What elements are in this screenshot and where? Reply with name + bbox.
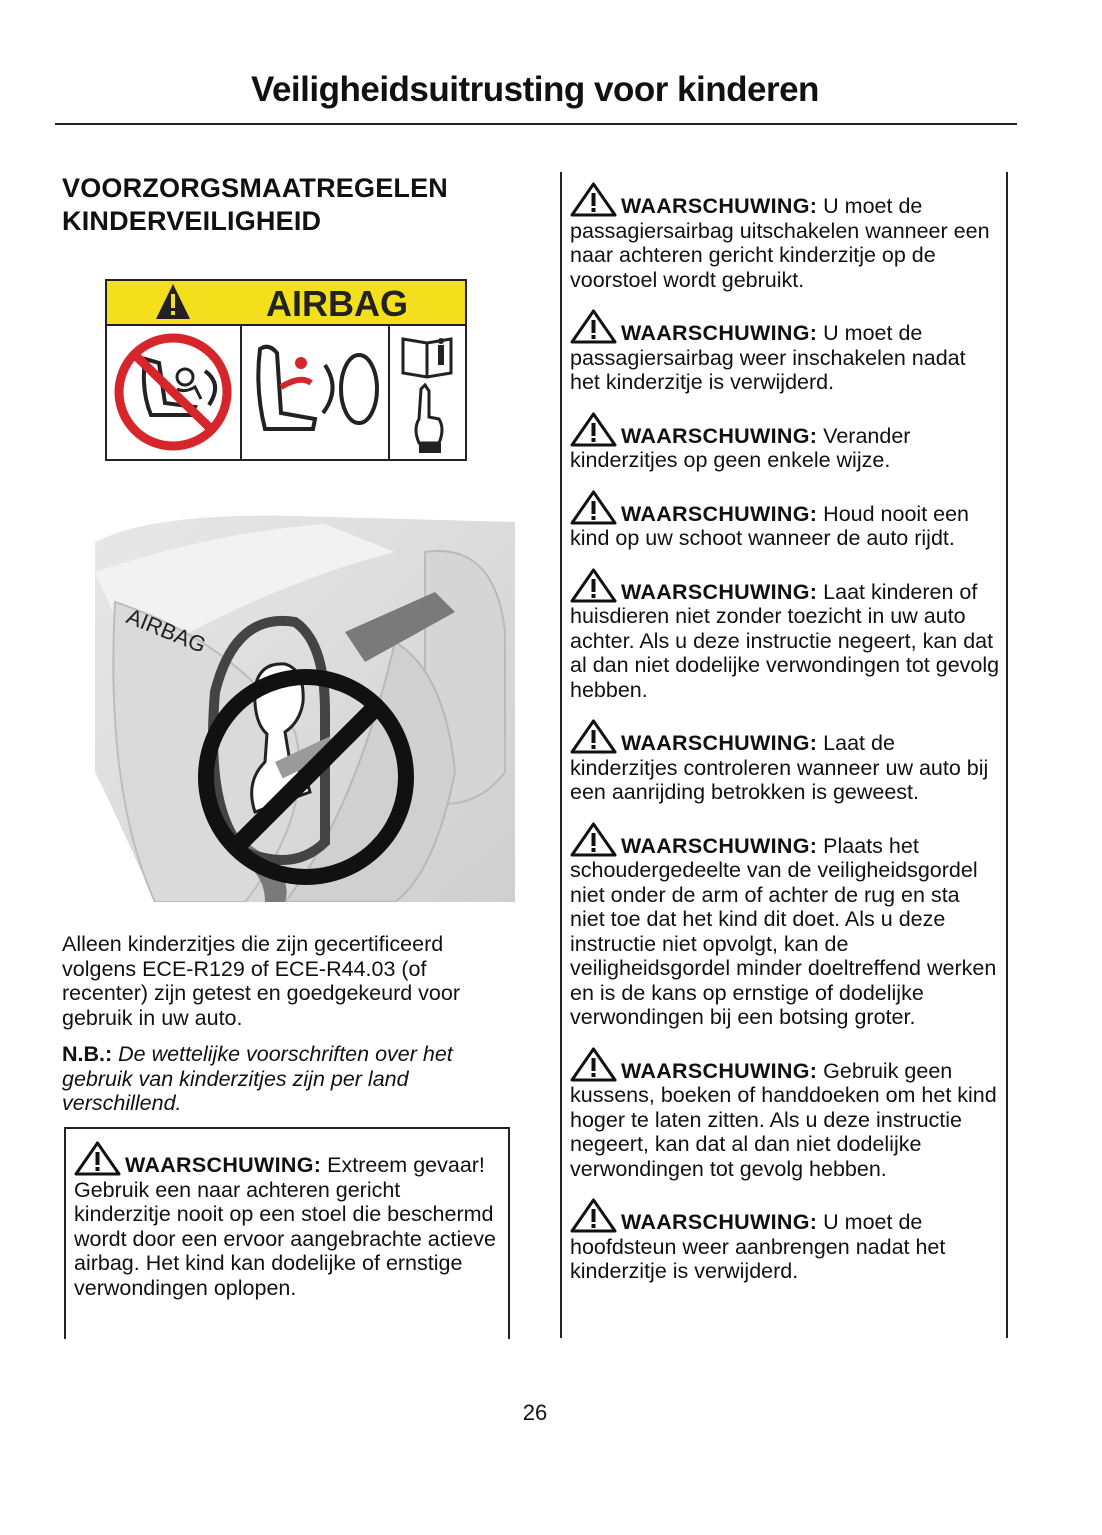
warning-label: WAARSCHUWING: — [621, 194, 818, 218]
warning-text: Gebruik geen kussens, boeken of handdoeken om het kind hoger te laten zitten. Als u deze instructie negeert, kan dat al dan niet dodelijke verwondingen tot gevolg hebben. — [570, 1058, 997, 1181]
no-rear-facing-seat-icon — [119, 338, 227, 446]
page-title: Veiligheidsuitrusting voor kinderen — [251, 70, 819, 109]
warning-label: WAARSCHUWING: — [621, 321, 818, 345]
warning-item — [570, 719, 1000, 805]
warning-triangle-icon — [570, 822, 617, 857]
illustration-airbag-text: AIRBAG — [123, 603, 210, 658]
warning-label: WAARSCHUWING: — [621, 501, 818, 526]
warning-text: Verander kinderzitjes op geen enkele wijze. — [570, 423, 911, 472]
warning-label: WAARSCHUWING: — [125, 1153, 322, 1177]
warning-triangle-icon — [570, 412, 617, 447]
note-body: De wettelijke voorschriften over het gebruik van kinderzitjes zijn per land verschillend. — [62, 1042, 453, 1115]
warning-list — [570, 182, 1000, 1301]
warning-item — [570, 568, 1000, 703]
warning-triangle-icon — [570, 182, 617, 217]
warning-text: Laat kinderen of huisdieren niet zonder toezicht in uw auto achter. Als u deze instructie negeert, kan dat al dan niet dodelijke verwondingen tot gevolg hebben. — [570, 579, 1000, 702]
warning-item — [570, 1047, 1000, 1182]
warning-text: Extreem gevaar! Gebruik een naar achteren gericht kinderzitje nooit op een stoel die beschermd wordt door een ervoor aangebrachte actieve airbag. Het kind kan dodelijke of ernstige verwondingen oplopen. — [74, 1153, 496, 1300]
warning-item — [74, 1141, 502, 1300]
warning-item — [570, 822, 1000, 1030]
warning-text: Laat de kinderzitjes controleren wanneer uw auto bij een aanrijding betrokken is geweest. — [570, 731, 989, 804]
title-divider — [55, 123, 1017, 125]
note-label: N.B.: — [62, 1042, 113, 1066]
warning-item — [570, 1198, 1000, 1284]
section-heading — [62, 172, 514, 238]
page-number: 26 — [522, 1400, 548, 1425]
warning-text: U moet de passagiersairbag weer inschakelen nadat het kinderzitje is verwijderd. — [570, 321, 966, 394]
warning-triangle-icon — [570, 1198, 617, 1233]
warning-label: WAARSCHUWING: — [621, 579, 818, 604]
warning-label: WAARSCHUWING: — [621, 423, 818, 448]
left-warning-box — [64, 1127, 510, 1339]
warning-item — [570, 490, 1000, 551]
warning-triangle-icon — [570, 309, 617, 344]
left-column — [62, 172, 514, 238]
rear-facing-seat-illustration — [95, 512, 515, 902]
warning-text: Plaats het schoudergedeelte van de veiligheidsgordel niet onder de arm of achter de rug en sta niet toe dat het kind dit doet. Als u deze instructie niet opvolgt, kan de veiligheidsgordel minder doeltreffend werken en is de kans op ernstige of dodelijke verwondingen bij een botsing groter. — [570, 833, 997, 1029]
warning-label: WAARSCHUWING: — [621, 1058, 818, 1083]
warning-text: Houd nooit een kind op uw schoot wanneer de auto rijdt. — [570, 501, 970, 550]
warning-item — [570, 182, 1000, 292]
warning-text: U moet de hoofdsteun weer aanbrengen nadat het kinderzitje is verwijderd. — [570, 1210, 946, 1283]
airbag-label-text: AIRBAG — [266, 283, 408, 324]
warning-label: WAARSCHUWING: — [621, 833, 818, 858]
section-heading-line2: KINDERVEILIGHEID — [62, 206, 322, 236]
warning-item — [570, 412, 1000, 473]
section-heading-line1: VOORZORGSMAATREGELEN — [62, 173, 449, 203]
warning-triangle-icon — [570, 490, 617, 525]
airbag-warning-label — [105, 279, 467, 461]
warning-triangle-icon — [570, 1047, 617, 1082]
warning-item — [570, 309, 1000, 395]
certification-paragraph: Alleen kinderzitjes die zijn gecertificeerd volgens ECE-R129 of ECE-R44.03 (of recenter) zijn getest en goedgekeurd voor gebruik in uw auto. — [62, 932, 460, 1030]
right-warning-box — [560, 172, 1008, 1338]
warning-label: WAARSCHUWING: — [621, 1210, 818, 1234]
warning-triangle-icon — [570, 719, 617, 754]
warning-triangle-icon — [74, 1141, 121, 1176]
note-paragraph — [62, 1042, 514, 1116]
warning-triangle-icon — [570, 568, 617, 603]
warning-text: U moet de passagiersairbag uitschakelen wanneer een naar achteren gericht kinderzitje op de voorstoel wordt gebruikt. — [570, 194, 990, 292]
warning-label: WAARSCHUWING: — [621, 731, 818, 755]
